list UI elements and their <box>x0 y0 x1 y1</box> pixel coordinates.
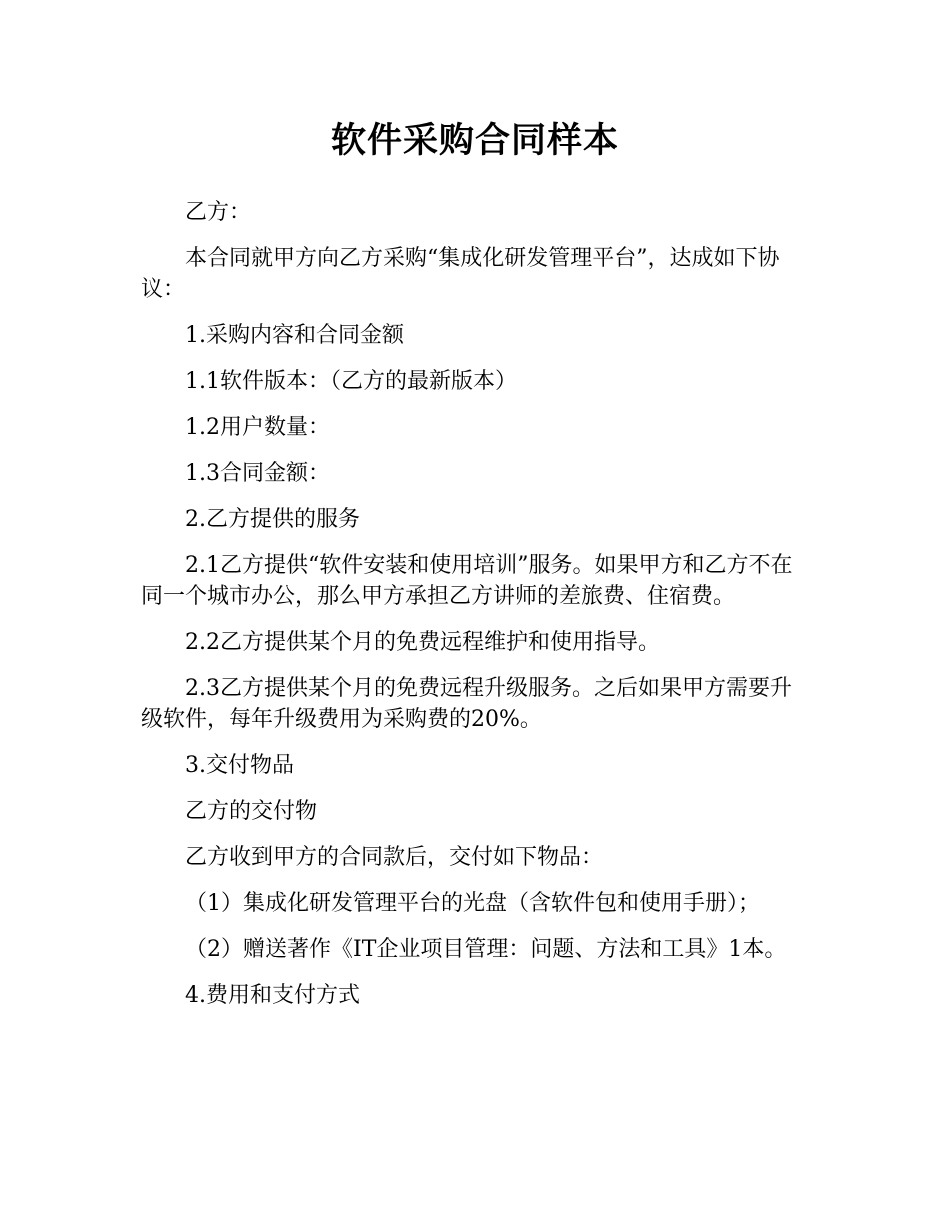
clause-1-1: 1.1软件版本：（乙方的最新版本） <box>185 369 517 394</box>
clause-2-2: 2.2乙方提供某个月的免费远程维护和使用指导。 <box>185 630 660 655</box>
deliverable-item-1: （1）集成化研发管理平台的光盘（含软件包和使用手册）； <box>185 891 760 916</box>
clause-2-3: 2.3乙方提供某个月的免费远程升级服务。之后如果甲方需要升级软件，每年升级费用为采购费的20%。 <box>141 676 792 732</box>
clause-1-3: 1.3合同金额： <box>185 461 330 486</box>
document-title: 软件采购合同样本 <box>330 121 619 161</box>
section-2-heading: 2.乙方提供的服务 <box>185 507 360 532</box>
section-1-heading: 1.采购内容和合同金额 <box>185 323 404 348</box>
section-4-heading: 4.费用和支付方式 <box>185 983 360 1008</box>
deliverables-intro: 乙方收到甲方的合同款后，交付如下物品： <box>185 845 604 870</box>
clause-2-1: 2.1乙方提供“软件安装和使用培训”服务。如果甲方和乙方不在同一个城市办公，那么甲方承担乙方讲师的差旅费、住宿费。 <box>141 553 793 609</box>
party-b-line: 乙方： <box>185 200 252 225</box>
contract-intro: 本合同就甲方向乙方采购“集成化研发管理平台”，达成如下协议： <box>141 246 780 302</box>
deliverable-item-2: （2）赠送著作《IT企业项目管理：问题、方法和工具》1本。 <box>185 937 787 962</box>
deliverables-label: 乙方的交付物 <box>185 799 318 824</box>
clause-1-2: 1.2用户数量： <box>185 415 330 440</box>
section-3-heading: 3.交付物品 <box>185 753 294 778</box>
document-body <box>141 197 809 1026</box>
